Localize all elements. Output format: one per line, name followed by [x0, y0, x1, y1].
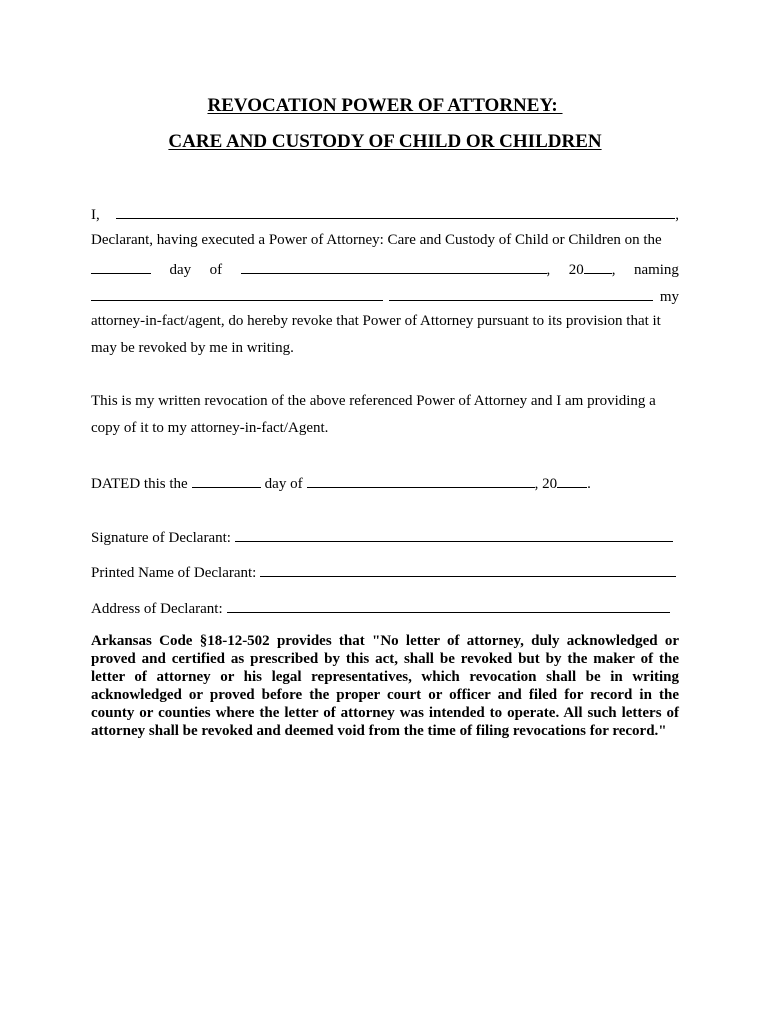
title-line-2: CARE AND CUSTODY OF CHILD OR CHILDREN [168, 131, 602, 152]
day-word: day [169, 262, 192, 278]
of-word: of [209, 262, 223, 278]
executed-year-field[interactable] [584, 259, 612, 274]
dated-line [91, 473, 679, 490]
comma: , [675, 207, 679, 223]
my-word: my [659, 289, 679, 305]
date-executed-line: day of , 20 , naming [91, 259, 679, 276]
naming-word: naming [633, 262, 679, 278]
declarant-name-field[interactable] [116, 204, 675, 219]
agent-name-line [91, 286, 679, 303]
address-line [91, 598, 679, 615]
declarant-text: Declarant, having executed a Power of Attorney: Care and Custody of Child or Children on the [91, 232, 662, 248]
dated-prefix: DATED this the [91, 476, 188, 492]
agent-name-field-2[interactable] [389, 286, 653, 301]
revoke-text-2: may be revoked by me in writing. [91, 340, 294, 356]
signature-line [91, 527, 679, 544]
revoke-text-line [91, 313, 679, 330]
printed-name-line [91, 562, 679, 579]
dated-month-field[interactable] [307, 473, 535, 488]
executed-day-field[interactable] [91, 259, 151, 274]
address-field[interactable] [227, 598, 670, 613]
revocation-statement-1: This is my written revocation of the above referenced Power of Attorney and I am providing a [91, 393, 656, 409]
dated-end: . [587, 476, 591, 492]
declarant-text-line [91, 232, 679, 249]
dated-comma20: , 20 [534, 476, 558, 492]
revocation-statement-line-2 [91, 420, 679, 437]
title-line-1: REVOCATION POWER OF ATTORNEY: [207, 95, 563, 116]
dated-day-of: day of [264, 476, 303, 492]
dated-day-field[interactable] [192, 473, 261, 488]
printed-name-field[interactable] [260, 562, 676, 577]
dated-year-field[interactable] [557, 473, 587, 488]
arkansas-code-notice: Arkansas Code §18-12-502 provides that "No letter of attorney, duly acknowledged or proved and certified as prescribed by this act, shall be revoked but by the maker of the letter of attorney or his legal representatives, which revocation shall be in writing acknowledged or proved before the proper court or officer and filed for record in the county or counties where the letter of attorney was intended to operate. All such letters of attorney shall be revoked and deemed void from the time of filing revocations for record." [91, 633, 679, 739]
revoke-text: attorney-in-fact/agent, do hereby revoke that Power of Attorney pursuant to its provision that it [91, 313, 661, 329]
year-suffix: , [611, 262, 616, 278]
signature-label: Signature of Declarant: [91, 530, 231, 546]
declarant-name-line [91, 204, 679, 221]
printed-name-label: Printed Name of Declarant: [91, 565, 257, 581]
executed-month-field[interactable] [241, 259, 547, 274]
revoke-text-line-2 [91, 340, 679, 357]
signature-field[interactable] [235, 527, 673, 542]
address-label: Address of Declarant: [91, 601, 223, 617]
revocation-statement-2: copy of it to my attorney-in-fact/Agent. [91, 420, 329, 436]
agent-name-field-1[interactable] [91, 286, 383, 301]
year-prefix: 20 [568, 262, 584, 278]
revocation-statement-line-1 [91, 393, 679, 410]
i-label: I, [91, 207, 100, 223]
